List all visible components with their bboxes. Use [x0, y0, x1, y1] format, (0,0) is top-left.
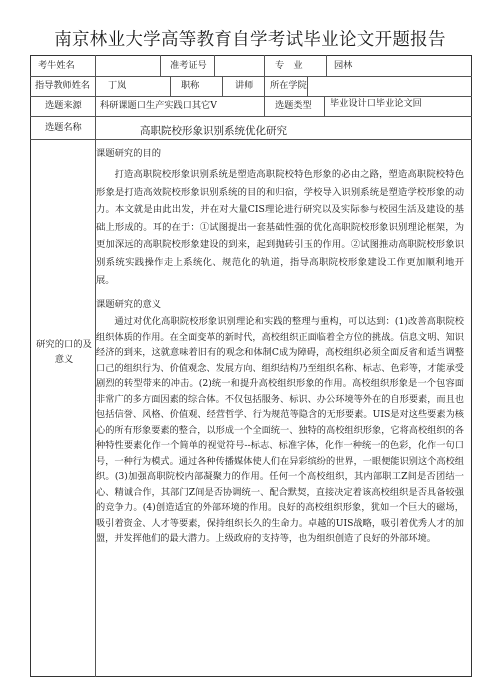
column-divider — [160, 55, 161, 76]
column-divider — [170, 76, 171, 96]
source-value: 科研课题口生产实践口其它V — [100, 100, 217, 111]
column-divider — [222, 76, 223, 96]
purpose-significance-label: 研究的口的及意义 — [36, 339, 92, 365]
section-text-significance: 通过对优化高职院校形象识别理论和实践的整理与重构，可以达到：(1)改善高职院校组织体质的作用。在全面变革的新时代，高校组织正面临着全方位的挑战。信息文明、知识经济的到来，这就意味着旧有的观念和体制C成为障碍，高校组织必须全面反省和适当调整口己的组织行为、价值观念、发展方向、组织结构乃至组织名称、标志、色彩等，才能承受剧烈的转型带来的冲击。(2)统一和提升高校组织形象的作用。高校组织形象是一个包容面非常广的多方面因素的综合体。不仅包括服务、标识、办公环境等外在的自形要素，而且也包括信誉、风格、价值观、经营哲学、行为规范等隐含的无形要素。UIS是对这些要素为核心的所有形象要素的整合，以形成一个全面统一、独特的高校组织形象，它将高校组织的各种特性要素化作一个简单的视觉符号--标志、标准字体，化作一种统一的色彩，化作一句口号，一种行为模式。通过各种传播媒体使人们在异彩缤纷的世界，一眼便能识别这个高校组织。(3)加强高职院校内部凝聚力的作用。任何一个高校组织，其内部职工Z间是否团结一心、精诚合作，其部门Z间是否协调统一、配合默契，直接决定着该高校组织是否具备较强的竞争力。(4)创造适宜的外部环境的作用。良好的高校组织形象，犹如一个巨大的磁场，吸引着资金、人才等要素，保持组织长久的生命力。卓越的UIS战略，吸引着优秀人才的加盟，并发挥他们的最大潜力。上级政府的支持等，也为组织创造了良好的外部环境。 — [96, 316, 464, 545]
major-value: 园林 — [334, 60, 353, 71]
section-heading-significance: 课题研究的意义 — [96, 299, 162, 311]
school-label: 所在学院 — [270, 80, 307, 91]
row-divider — [30, 139, 472, 140]
type-value: 毕业设计口毕业论文回 — [330, 98, 422, 109]
column-divider — [324, 96, 325, 116]
page-title: 南京林业大学高等教育自学考试毕业论文开题报告 — [54, 30, 446, 50]
column-divider — [326, 55, 327, 76]
column-divider — [264, 96, 265, 116]
column-divider — [214, 55, 215, 76]
row-divider — [30, 116, 472, 117]
major-label: 专 业 — [275, 60, 303, 71]
section-heading-purpose: 课题研究的目的 — [96, 148, 162, 159]
type-label: 选题类型 — [275, 100, 312, 111]
report-body — [96, 147, 464, 547]
topic-label: 选题名称 — [45, 122, 82, 133]
title-label: 职称 — [181, 80, 200, 91]
advisor-name: 丁岚 — [108, 80, 127, 91]
source-label: 选题来源 — [45, 100, 82, 111]
section-text-purpose: 打造高职院校形象识别系统是塑造高职院校特色形象的必由之路，塑造高职院校特色形象是打造高效院校形象识别系统的目的和归宿，学校导入识别系统是塑造学校形象的动力。本文就是由此出发，并在对大量CIS理论进行研究以及实际参与校园生活及建设的基础上形成的。耳的在于：①试图提出一套基础性强的优化高职院校形象识别理论框架，为更加深远的高职院校形象建设的到来，起到抛砖引玉的作用。②试图推动高职院校形象识别系统实践操作走上系统化、规范化的轨道，指导高职院校形象建设工作更加顺利地开展。 — [96, 169, 464, 286]
column-divider — [307, 76, 308, 96]
row-divider — [30, 76, 472, 77]
advisor-label: 指导教师姓名 — [35, 80, 91, 91]
advisor-title: 讲师 — [235, 80, 254, 91]
exam-number-label: 准考证号 — [170, 60, 207, 71]
student-name-label: 考牛姓名 — [38, 60, 75, 71]
topic-value: 高职院校形象识别系统优化研究 — [140, 125, 287, 137]
column-divider — [264, 55, 265, 96]
